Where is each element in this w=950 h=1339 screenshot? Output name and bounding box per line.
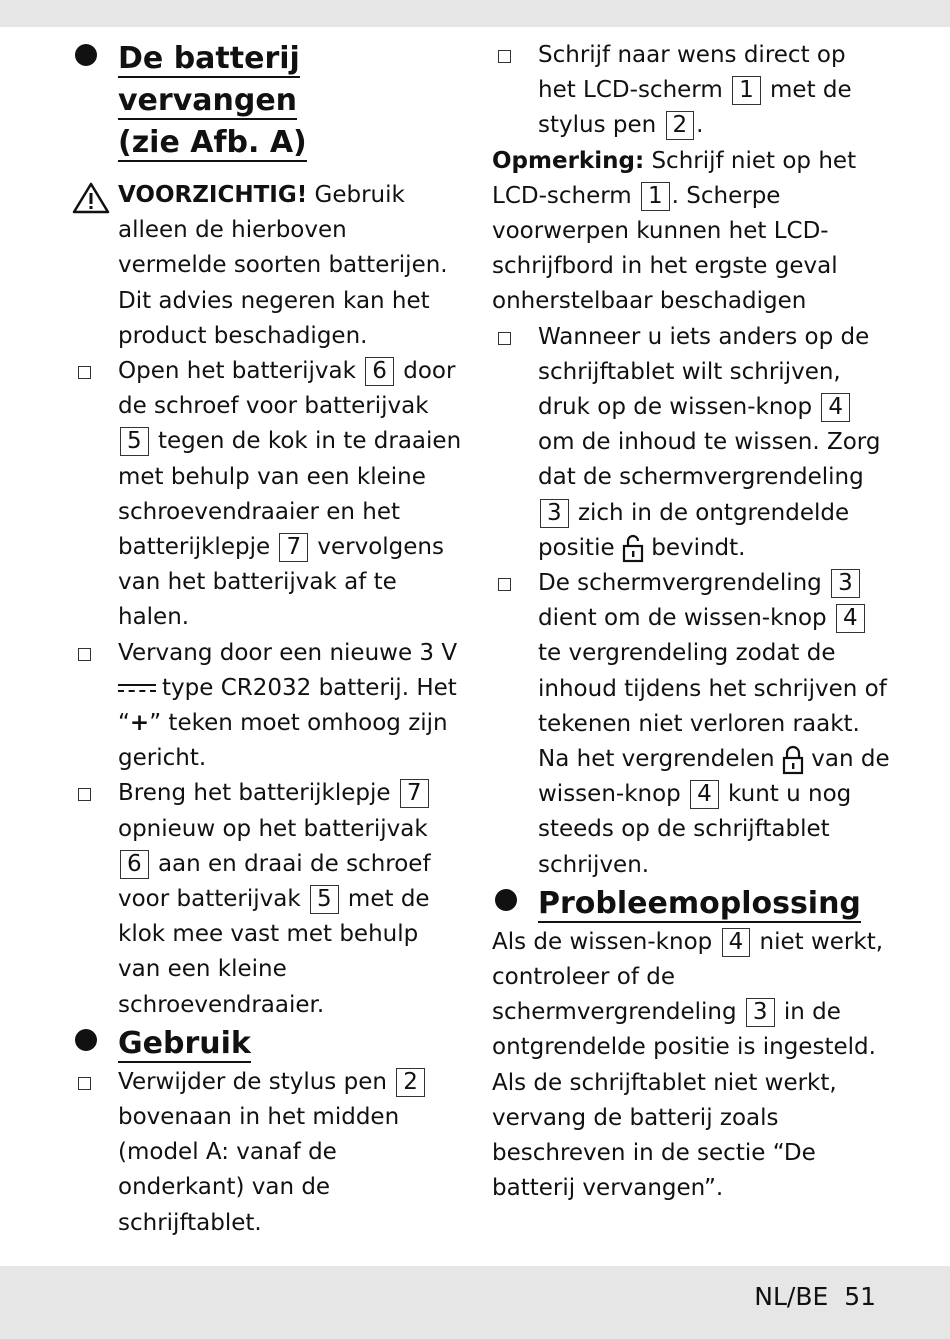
usage-steps-continued (492, 38, 890, 144)
checkbox-bullet-icon (498, 332, 511, 345)
troubleshooting-paragraph: Als de wissen-knop 4 niet werkt, controleer of de schermvergrendeling 3 in de ontgrendelde positie is ingesteld. Als de schrijftablet niet werkt, vervang de batterij zoals beschreven in de sectie “De batterij vervangen”. (492, 928, 884, 1202)
ref-number: 6 (120, 850, 149, 879)
note-paragraph: Opmerking: Schrijf niet op het LCD-scherm 1 . Scherpe voorwerpen kunnen het LCD-schrijfbord in het ergste geval onherstelbaar beschadigen (492, 147, 857, 315)
ref-number: 7 (279, 533, 308, 562)
top-bar (0, 0, 950, 27)
list-item: Schrijf naar wens direct op het LCD-scherm 1 met de stylus pen 2 . (492, 38, 890, 144)
note-label: Opmerking: (492, 147, 645, 174)
ref-number: 4 (722, 928, 751, 957)
list-item: Wanneer u iets anders op de schrijftablet wilt schrijven, druk op de wissen-knop 4 om de inhoud te wissen. Zorg dat de schermvergrendeling 3 zich in de ontgrendelde positie bevindt. (492, 320, 890, 566)
bullet-dot-icon (75, 44, 97, 66)
warning-block (72, 178, 462, 354)
ref-number: 4 (836, 604, 865, 633)
ref-number: 5 (310, 885, 339, 914)
checkbox-bullet-icon (498, 50, 511, 63)
ref-number: 4 (821, 393, 850, 422)
ref-number: 6 (365, 357, 394, 386)
bullet-dot-icon (75, 1029, 97, 1051)
list-item: Verwijder de stylus pen 2 bovenaan in het midden (model A: vanaf de onderkant) van de schrijftablet. (72, 1065, 462, 1241)
left-column (72, 38, 462, 1241)
heading-usage: Gebruik (72, 1023, 462, 1065)
ref-number: 2 (396, 1068, 425, 1097)
checkbox-bullet-icon (78, 648, 91, 661)
warning-text: Gebruik alleen de hierboven vermelde soorten batterijen. Dit advies negeren kan het product beschadigen. (118, 182, 448, 349)
unlock-icon (622, 533, 644, 563)
ref-number: 3 (831, 569, 860, 598)
checkbox-bullet-icon (78, 366, 91, 379)
page-number: NL/BE 51 (754, 1282, 876, 1311)
ref-number: 1 (732, 76, 761, 105)
heading-troubleshooting: Probleemoplossing (492, 883, 890, 925)
ref-number: 2 (666, 111, 695, 140)
bullet-dot-icon (495, 889, 517, 911)
list-item: Open het batterijvak 6 door de schroef voor batterijvak 5 tegen de kok in te draaien met behulp van een kleine schroevendraaier en het batterijklepje 7 vervolgens van het batterijvak af te halen. (72, 354, 462, 636)
list-item: Breng het batterijklepje 7 opnieuw op het batterijvak 6 aan en draai de schroef voor batterijvak 5 met de klok mee vast met behulp van een kleine schroevendraaier. (72, 776, 462, 1022)
list-item: De schermvergrendeling 3 dient om de wissen-knop 4 te vergrendeling zodat de inhoud tijdens het schrijven of tekenen niet verloren raakt. Na het vergrendelen van de wissen-knop 4 kunt u nog steeds op de schrijftablet schrijven. (492, 566, 890, 883)
heading-battery-replace: De batterij vervangen (zie Afb. A) (72, 38, 462, 164)
usage-steps (72, 1065, 462, 1241)
usage-steps-more (492, 320, 890, 883)
ref-number: 5 (120, 427, 149, 456)
right-column (492, 38, 890, 1207)
ref-number: 3 (746, 998, 775, 1027)
checkbox-bullet-icon (78, 1077, 91, 1090)
warning-triangle-icon (72, 182, 110, 214)
checkbox-bullet-icon (498, 578, 511, 591)
ref-number: 1 (641, 182, 670, 211)
ref-number: 7 (400, 779, 429, 808)
lock-icon (782, 745, 804, 775)
ref-number: 4 (690, 780, 719, 809)
warning-label: VOORZICHTIG! (118, 182, 308, 208)
battery-steps (72, 354, 462, 1023)
list-item: Vervang door een nieuwe 3 V type CR2032 batterij. Het “+” teken moet omhoog zijn gericht. (72, 636, 462, 777)
ref-number: 3 (540, 499, 569, 528)
dc-symbol-icon (118, 684, 156, 692)
checkbox-bullet-icon (78, 788, 91, 801)
